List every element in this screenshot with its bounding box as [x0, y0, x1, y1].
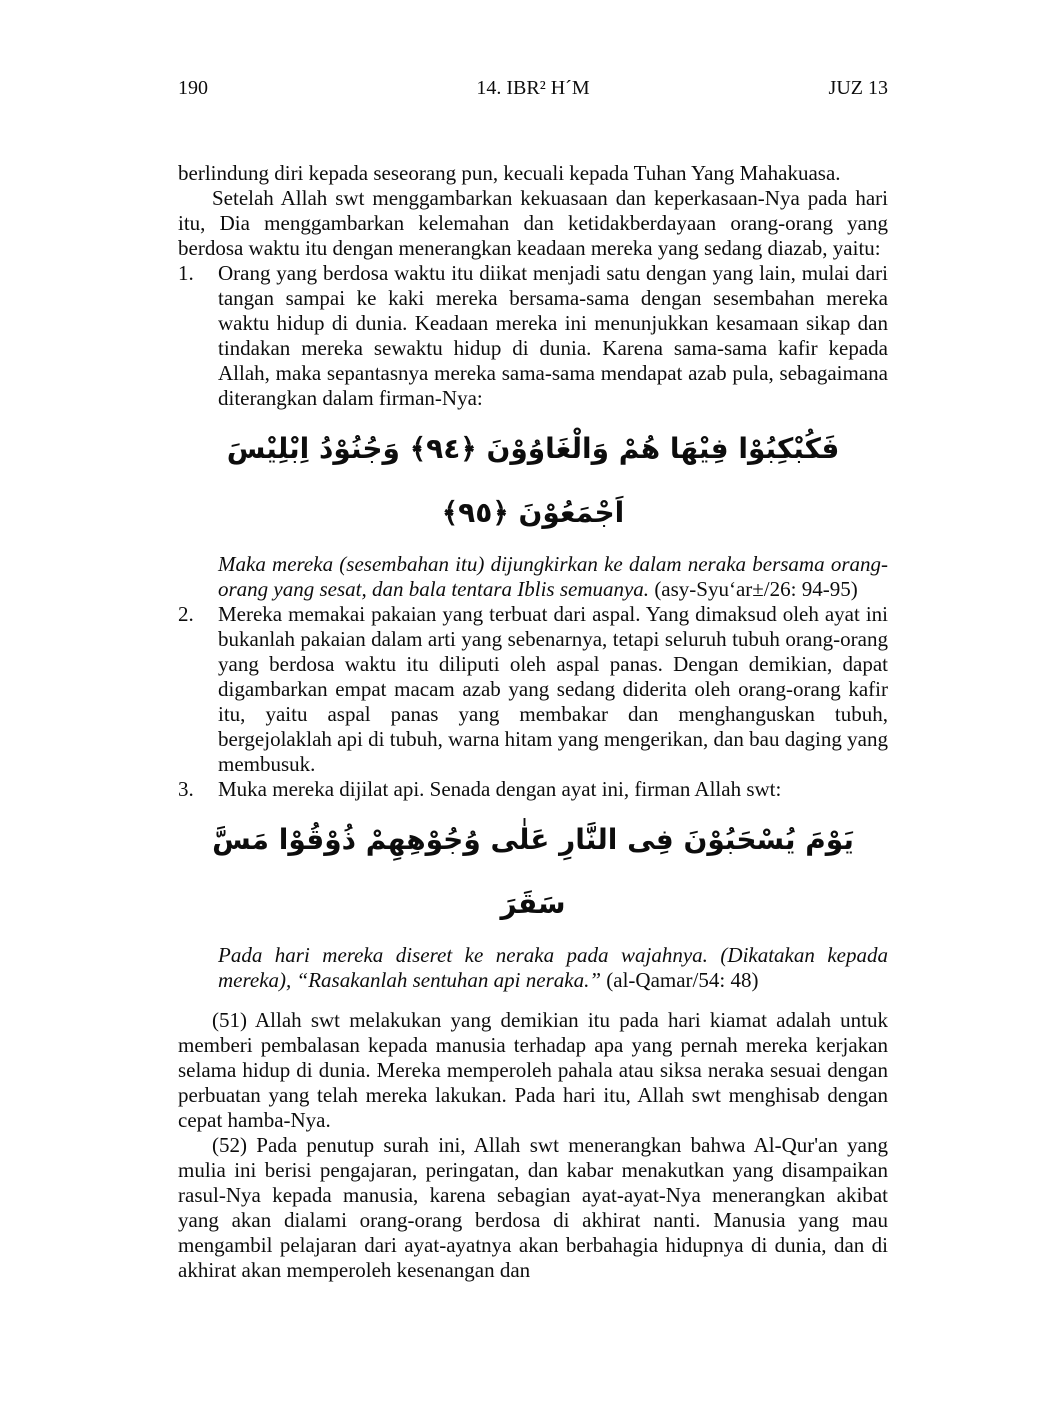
list-text-2: Mereka memakai pakaian yang terbuat dari aspal. Yang dimaksud oleh ayat ini bukanlah pakaian dalam arti yang sebenarnya, tetapi seluruh tubuh orang-orang yang berdosa waktu itu diliputi oleh aspal panas. Dengan demikian, dapat digambarkan empat macam azab yang sedang diderita oleh orang-orang kafir itu, yaitu aspal panas yang membakar dan menghanguskan tubuh, bergejolaklah api di tubuh, warna hitam yang mengerikan, dan bau daging yang membusuk. — [218, 602, 888, 776]
verse-translation-1 — [218, 552, 888, 602]
list-number-3: 3. — [178, 777, 194, 801]
verse-reference-2: (al-Qamar/54: 48) — [606, 968, 759, 992]
list-number-1: 1. — [178, 261, 194, 285]
paragraph-setelah: Setelah Allah swt menggambarkan kekuasaan dan keperkasaan-Nya pada hari itu, Dia menggambarkan kelemahan dan ketidakberdayaan orang-orang yang berdosa waktu itu dengan menerangkan keadaan mereka yang sedang diazab, yaitu: — [178, 186, 888, 260]
paragraph-52: (52) Pada penutup surah ini, Allah swt menerangkan bahwa Al-Qur'an yang mulia ini berisi pengajaran, peringatan, dan kabar menakutkan yang disampaikan rasul-Nya kepada manusia, karena sebagian ayat-ayat-Nya menerangkan akibat yang akan dialami orang-orang berdosa di akhirat nanti. Manusia yang mau mengambil pelajaran dari ayat-ayatnya akan berbahagia hidupnya di dunia, dan di akhirat akan memperoleh kesenangan dan — [178, 1133, 888, 1282]
list-item-1 — [178, 261, 888, 411]
list-number-2: 2. — [178, 602, 194, 626]
verse-translation-2 — [218, 943, 888, 993]
list-text-1: Orang yang berdosa waktu itu diikat menjadi satu dengan yang lain, mulai dari tangan sampai ke kaki mereka bersama-sama dengan sesembahan mereka waktu hidup di dunia. Keadaan mereka ini menunjukkan kesamaan sikap dan tindakan mereka sewaktu hidup di dunia. Karena sama-sama kafir kepada Allah, maka sepantasnya mereka sama-sama mendapat azab pula, sebagaimana diterangkan dalam firman-Nya: — [218, 261, 888, 410]
page-number: 190 — [178, 77, 208, 99]
list-item-3 — [178, 777, 888, 802]
running-title: 14. IBR² H´M — [476, 77, 590, 99]
paragraph-51: (51) Allah swt melakukan yang demikian itu pada hari kiamat adalah untuk memberi pembalasan kepada manusia terhadap apa yang pernah mereka kerjakan selama hidup di dunia. Mereka memperoleh pahala atau siksa neraka sesuai dengan perbuatan yang telah mereka lakukan. Pada hari itu, Allah swt menghisab dengan cepat hamba-Nya. — [178, 1008, 888, 1132]
arabic-verse-1: فَكُبْكِبُوْا فِيْهَا هُمْ وَالْغَاوُوْنَ ﴿٩٤﴾ وَجُنُوْدُ اِبْلِيْسَ اَجْمَعُوْنَ ﴿٩٥﴾ — [226, 432, 840, 529]
translation-text-2: Pada hari mereka diseret ke neraka pada wajahnya. (Dikatakan kepada mereka), “Rasakanlah sentuhan api neraka.” — [218, 943, 888, 992]
page-header — [178, 76, 888, 101]
verse-reference-1: (asy-Syu‘ar±/26: 94-95) — [654, 577, 858, 601]
juz-label: JUZ 13 — [828, 77, 888, 99]
paragraph-continuation: berlindung diri kepada seseorang pun, kecuali kepada Tuhan Yang Mahakuasa. — [178, 161, 841, 185]
translation-text-1: Maka mereka (sesembahan itu) dijungkirkan ke dalam neraka bersama orang-orang yang sesat, dan bala tentara Iblis semuanya. — [218, 552, 888, 601]
list-item-2 — [178, 602, 888, 777]
arabic-verse-2: يَوْمَ يُسْحَبُوْنَ فِى النَّارِ عَلٰى وُجُوْهِهِمْ ذُوْقُوْا مَسَّ سَقَرَ — [212, 823, 854, 920]
list-text-3: Muka mereka dijilat api. Senada dengan ayat ini, firman Allah swt: — [218, 777, 782, 801]
page-body — [178, 161, 888, 1283]
